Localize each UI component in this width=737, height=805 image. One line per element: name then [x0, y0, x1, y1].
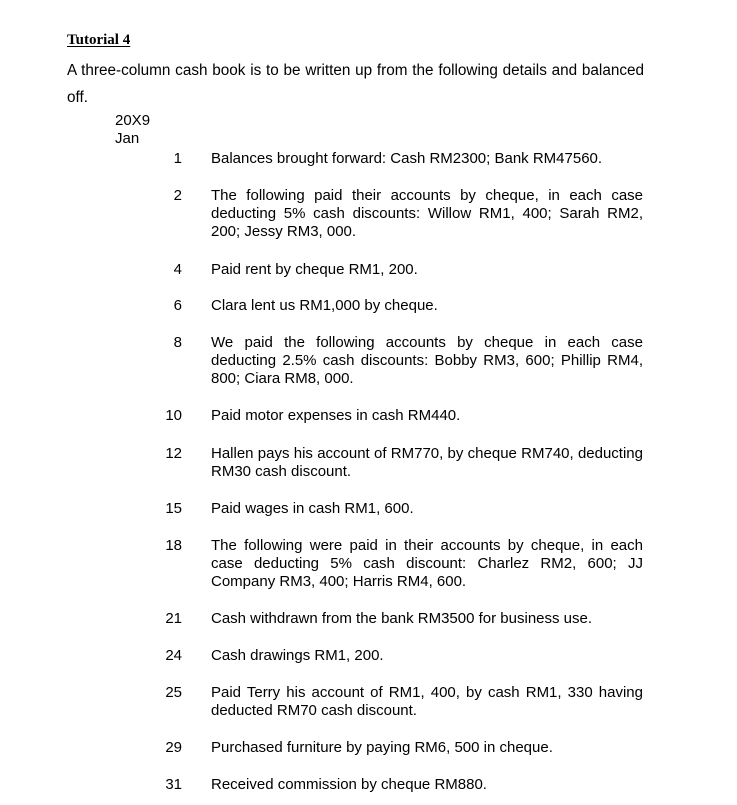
- entry-day: 29: [165, 739, 182, 756]
- entry-text: Paid motor expenses in cash RM440.: [211, 407, 461, 424]
- entry-day: 15: [165, 500, 182, 517]
- entry-text: Paid wages in cash RM1, 600.: [211, 500, 414, 517]
- entry-day: 12: [165, 445, 182, 462]
- entry-day: 8: [173, 334, 182, 351]
- entry-day: 25: [165, 684, 182, 701]
- entry-text: The following were paid in their accounts by cheque, in each case deducting 5% cash discount: Charlez RM2, 600; JJ Company RM3, 400; Harris RM4, 600.: [211, 537, 643, 590]
- entry-text: Cash withdrawn from the bank RM3500 for business use.: [211, 610, 593, 627]
- month-label: Jan: [115, 130, 140, 147]
- page-title: Tutorial 4: [67, 32, 131, 48]
- entry-day: 4: [173, 261, 182, 278]
- entry-day: 18: [165, 537, 182, 554]
- entry-day: 21: [165, 610, 182, 627]
- entry-text: Paid rent by cheque RM1, 200.: [211, 261, 418, 278]
- entry-day: 1: [173, 150, 182, 167]
- entry-day: 6: [173, 297, 182, 314]
- entry-text: Cash drawings RM1, 200.: [211, 647, 384, 664]
- entry-text: Purchased furniture by paying RM6, 500 in cheque.: [211, 739, 553, 756]
- entry-text: Balances brought forward: Cash RM2300; Bank RM47560.: [211, 150, 603, 167]
- entry-text: We paid the following accounts by cheque in each case deducting 2.5% cash discounts: Bobby RM3, 600; Phillip RM4, 800; Ciara RM8, 000.: [211, 334, 643, 387]
- entry-text: Clara lent us RM1,000 by cheque.: [211, 297, 438, 314]
- entry-text: The following paid their accounts by cheque, in each case deducting 5% cash discounts: Willow RM1, 400; Sarah RM2, 200; Jessy RM3, 000.: [211, 187, 643, 240]
- entry-text: Received commission by cheque RM880.: [211, 776, 487, 793]
- entry-day: 2: [173, 187, 182, 204]
- year-label: 20X9: [115, 112, 151, 129]
- entry-text: Hallen pays his account of RM770, by cheque RM740, deducting RM30 cash discount.: [211, 445, 643, 480]
- entry-text: Paid Terry his account of RM1, 400, by cash RM1, 330 having deducted RM70 cash discount.: [211, 684, 643, 719]
- intro-paragraph: A three-column cash book is to be written up from the following details and balanced off.: [67, 62, 644, 106]
- entry-day: 10: [165, 407, 182, 424]
- entry-day: 24: [165, 647, 182, 664]
- entry-day: 31: [165, 776, 182, 793]
